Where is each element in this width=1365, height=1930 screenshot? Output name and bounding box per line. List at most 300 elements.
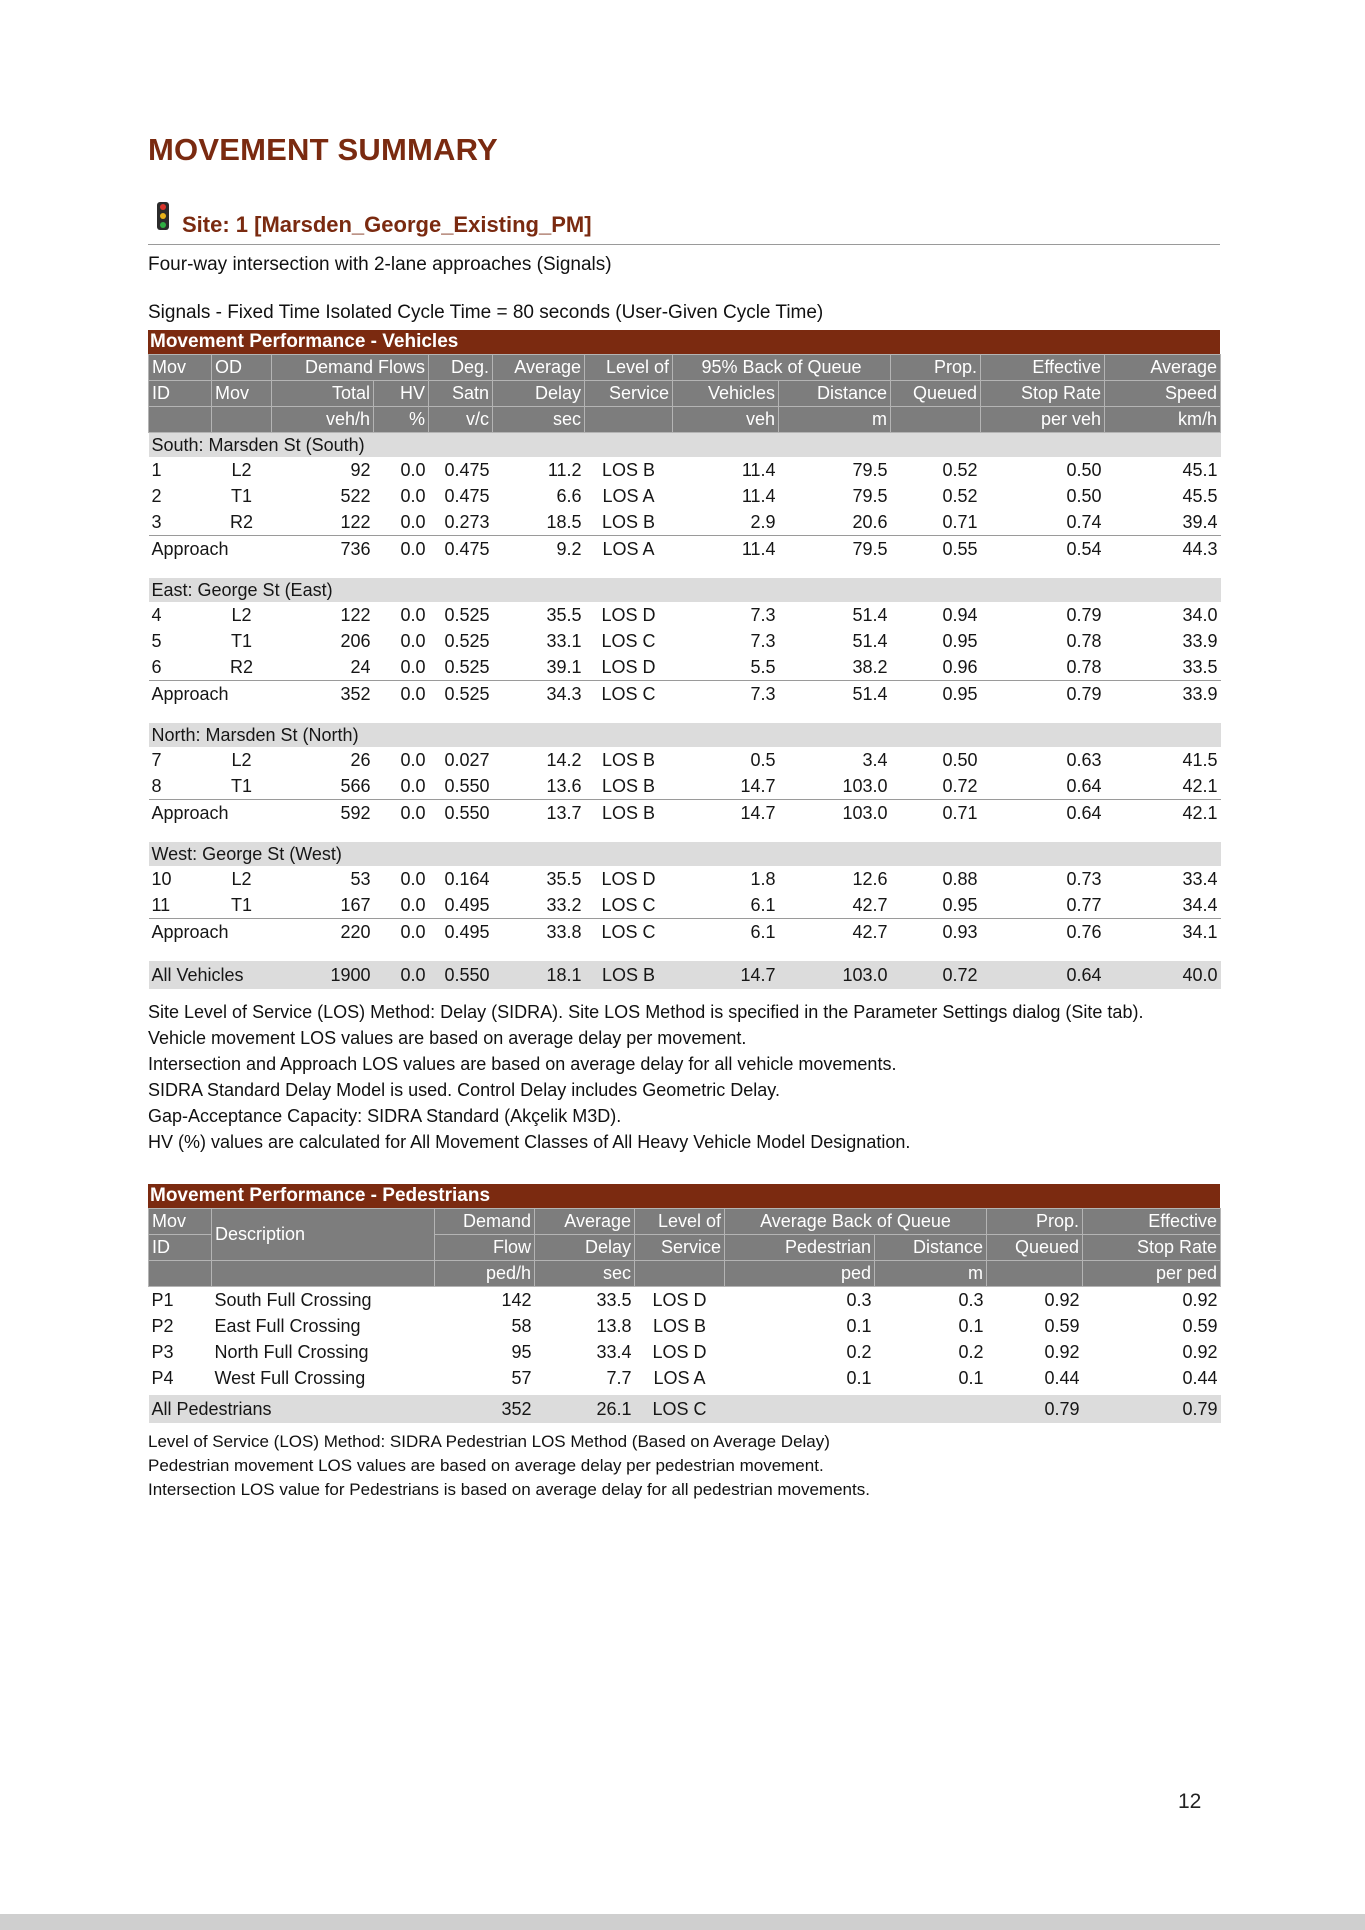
table-cell: 352 bbox=[272, 681, 374, 708]
table-cell: 79.5 bbox=[779, 536, 891, 563]
table-cell: 11.2 bbox=[547, 459, 582, 480]
table-cell: 142 bbox=[501, 1289, 532, 1310]
ped-col-demand: Demand bbox=[435, 1209, 535, 1235]
site-title: Site: 1 [Marsden_George_Existing_PM] bbox=[182, 212, 592, 237]
table-cell: 5.5 bbox=[750, 656, 776, 677]
table-cell: 0.475 bbox=[444, 485, 490, 506]
table-cell: 33.4 bbox=[1182, 868, 1218, 889]
table-cell: 0.72 bbox=[942, 775, 978, 796]
ped-col-effective: Effective bbox=[1083, 1209, 1221, 1235]
ped-col-description: Description bbox=[212, 1209, 435, 1261]
col-average-speed: Average bbox=[1105, 355, 1221, 381]
table-cell: 0.95 bbox=[891, 681, 981, 708]
table-cell: 0.63 bbox=[1066, 749, 1102, 770]
table-cell: 35.5 bbox=[546, 868, 582, 889]
approach-group-header bbox=[149, 723, 1221, 747]
table-cell: 20.6 bbox=[852, 511, 888, 532]
table-cell: 736 bbox=[272, 536, 374, 563]
unit-distance: m bbox=[779, 407, 891, 433]
table-cell: 7.3 bbox=[750, 630, 776, 651]
vehicle-notes bbox=[148, 1002, 1220, 1153]
table-cell: LOS B bbox=[585, 800, 673, 827]
table-cell: LOS D bbox=[601, 604, 656, 625]
approach-group-header bbox=[149, 578, 1221, 602]
ped-col-prop: Prop. bbox=[987, 1209, 1083, 1235]
all-pedestrians-row bbox=[149, 1395, 1221, 1423]
table-cell: 0.273 bbox=[444, 511, 490, 532]
table-cell: 0.0 bbox=[400, 459, 426, 480]
all-vehicles-row bbox=[149, 961, 1221, 989]
table-cell: 0.95 bbox=[942, 894, 978, 915]
table-cell: 6.6 bbox=[556, 485, 582, 506]
table-cell: 0.59 bbox=[1182, 1315, 1218, 1336]
table-cell: 35.5 bbox=[546, 604, 582, 625]
table-cell: 0.78 bbox=[1066, 630, 1102, 651]
table-cell: 0.71 bbox=[891, 800, 981, 827]
table-cell: 122 bbox=[340, 604, 371, 625]
table-cell: 24 bbox=[350, 656, 371, 677]
table-row bbox=[149, 509, 1221, 536]
table-cell: 0.525 bbox=[429, 681, 493, 708]
unit-hv: % bbox=[374, 407, 429, 433]
col-speed: Speed bbox=[1105, 381, 1221, 407]
table-cell: 33.9 bbox=[1182, 630, 1218, 651]
table-cell: 79.5 bbox=[852, 485, 888, 506]
table-cell: 33.2 bbox=[546, 894, 582, 915]
table-cell: 0.2 bbox=[846, 1341, 872, 1362]
table-cell: 0.79 bbox=[1066, 604, 1102, 625]
table-cell: 7.3 bbox=[750, 604, 776, 625]
pedestrian-note: Level of Service (LOS) Method: SIDRA Pedestrian LOS Method (Based on Average Delay) bbox=[148, 1432, 830, 1451]
pedestrians-table-title: Movement Performance - Pedestrians bbox=[148, 1184, 1220, 1208]
table-cell: 0.92 bbox=[1044, 1341, 1080, 1362]
table-cell: P1 bbox=[151, 1289, 174, 1310]
table-cell: 220 bbox=[272, 919, 374, 946]
table-cell: 0.3 bbox=[846, 1289, 872, 1310]
table-cell: 34.3 bbox=[493, 681, 585, 708]
table-cell: 13.7 bbox=[493, 800, 585, 827]
vehicle-note: Intersection and Approach LOS values are based on average delay for all vehicle movements. bbox=[148, 1054, 897, 1074]
col-hv: HV bbox=[374, 381, 429, 407]
table-cell: 1.8 bbox=[750, 868, 776, 889]
table-cell: 0.027 bbox=[444, 749, 490, 770]
table-cell: 0.2 bbox=[958, 1341, 984, 1362]
table-cell: 79.5 bbox=[852, 459, 888, 480]
table-cell: 11 bbox=[151, 894, 171, 915]
table-cell: 6.1 bbox=[673, 919, 779, 946]
table-cell: LOS B bbox=[585, 961, 673, 989]
table-cell: 592 bbox=[272, 800, 374, 827]
table-cell: 0.0 bbox=[400, 656, 426, 677]
table-cell: L2 bbox=[231, 868, 252, 889]
table-cell: 0.88 bbox=[942, 868, 978, 889]
table-cell: 522 bbox=[340, 485, 371, 506]
table-row bbox=[149, 866, 1221, 892]
table-cell: 53 bbox=[350, 868, 371, 889]
table-cell: 11.4 bbox=[673, 536, 779, 563]
table-cell: P4 bbox=[151, 1367, 174, 1388]
table-cell: 0.79 bbox=[981, 681, 1105, 708]
table-cell: All Pedestrians bbox=[149, 1395, 435, 1423]
table-cell: 0.0 bbox=[400, 604, 426, 625]
table-cell: LOS C bbox=[585, 919, 673, 946]
col-service: Service bbox=[585, 381, 673, 407]
table-cell: 0.55 bbox=[891, 536, 981, 563]
table-cell: 0.0 bbox=[374, 961, 429, 989]
table-cell: 0.64 bbox=[1066, 775, 1102, 796]
table-cell: P3 bbox=[151, 1341, 174, 1362]
table-cell: 0.550 bbox=[429, 961, 493, 989]
ped-col-stop-rate: Stop Rate bbox=[1083, 1235, 1221, 1261]
table-cell: 0.0 bbox=[400, 775, 426, 796]
table-cell: 0.92 bbox=[1044, 1289, 1080, 1310]
table-row bbox=[149, 1365, 1221, 1391]
table-cell: 34.4 bbox=[1182, 894, 1218, 915]
table-cell: LOS B bbox=[602, 459, 656, 480]
table-cell: 39.1 bbox=[546, 656, 582, 677]
table-cell: LOS B bbox=[602, 749, 656, 770]
table-cell: 45.5 bbox=[1182, 485, 1218, 506]
table-cell: 0.64 bbox=[981, 800, 1105, 827]
col-level-of: Level of bbox=[585, 355, 673, 381]
ped-col-service: Service bbox=[635, 1235, 725, 1261]
signals-line: Signals - Fixed Time Isolated Cycle Time = 80 seconds (User-Given Cycle Time) bbox=[148, 302, 824, 323]
approach-name: West: George St (West) bbox=[149, 842, 1221, 866]
table-cell: LOS C bbox=[635, 1395, 725, 1423]
col-mov: Mov bbox=[149, 355, 212, 381]
table-cell: LOS C bbox=[601, 630, 656, 651]
table-row bbox=[149, 602, 1221, 628]
table-cell: 0.495 bbox=[429, 919, 493, 946]
table-cell: 167 bbox=[340, 894, 371, 915]
table-row bbox=[149, 654, 1221, 681]
table-cell: 0.1 bbox=[846, 1367, 872, 1388]
table-cell: 41.5 bbox=[1182, 749, 1218, 770]
table-cell: 0.50 bbox=[942, 749, 978, 770]
vehicle-note: Vehicle movement LOS values are based on average delay per movement. bbox=[148, 1028, 747, 1048]
table-cell: 103.0 bbox=[779, 800, 891, 827]
table-cell bbox=[725, 1395, 875, 1423]
table-row bbox=[149, 1313, 1221, 1339]
site-description: Four-way intersection with 2-lane approaches (Signals) bbox=[148, 254, 612, 275]
table-cell: 3 bbox=[151, 511, 162, 532]
page-number: 12 bbox=[1178, 1790, 1202, 1813]
table-cell: 0.475 bbox=[444, 459, 490, 480]
table-cell: 0.525 bbox=[444, 656, 490, 677]
table-cell: 0.550 bbox=[429, 800, 493, 827]
table-cell: 13.8 bbox=[596, 1315, 632, 1336]
table-cell: 58 bbox=[511, 1315, 532, 1336]
approach-total-row bbox=[149, 800, 1221, 827]
table-cell: 206 bbox=[340, 630, 371, 651]
table-cell: 0.94 bbox=[942, 604, 978, 625]
ped-unit-delay: sec bbox=[535, 1261, 635, 1287]
table-cell: 352 bbox=[435, 1395, 535, 1423]
ped-col-level-of: Level of bbox=[635, 1209, 725, 1235]
table-cell: T1 bbox=[230, 630, 252, 651]
ped-unit-pedestrian: ped bbox=[725, 1261, 875, 1287]
col-id: ID bbox=[149, 381, 212, 407]
table-cell: 26 bbox=[350, 749, 371, 770]
vehicle-note: Site Level of Service (LOS) Method: Delay (SIDRA). Site LOS Method is specified in the Parameter Settings dialog (Site tab). bbox=[148, 1002, 1144, 1022]
table-row bbox=[149, 747, 1221, 773]
table-cell: 0.475 bbox=[429, 536, 493, 563]
table-cell: 0.92 bbox=[1182, 1341, 1218, 1362]
table-cell: 39.4 bbox=[1182, 511, 1218, 532]
col-deg: Deg. bbox=[429, 355, 493, 381]
table-cell: 0.5 bbox=[750, 749, 776, 770]
table-cell: L2 bbox=[231, 749, 252, 770]
table-cell: 0.78 bbox=[1066, 656, 1102, 677]
vehicle-note: SIDRA Standard Delay Model is used. Control Delay includes Geometric Delay. bbox=[148, 1080, 780, 1100]
table-cell: 0.0 bbox=[374, 919, 429, 946]
table-cell: 95 bbox=[511, 1341, 532, 1362]
table-row bbox=[149, 892, 1221, 919]
table-cell: 0.96 bbox=[942, 656, 978, 677]
table-cell: 1 bbox=[151, 459, 162, 480]
table-cell: 44.3 bbox=[1105, 536, 1221, 563]
table-cell: 9.2 bbox=[493, 536, 585, 563]
table-cell: 7.3 bbox=[673, 681, 779, 708]
table-cell: 0.164 bbox=[444, 868, 490, 889]
table-cell: 51.4 bbox=[779, 681, 891, 708]
table-cell: 6 bbox=[151, 656, 162, 677]
table-cell: 0.76 bbox=[981, 919, 1105, 946]
table-row bbox=[149, 1287, 1221, 1314]
table-cell: LOS B bbox=[602, 511, 656, 532]
table-cell: 0.93 bbox=[891, 919, 981, 946]
table-cell: 0.525 bbox=[444, 604, 490, 625]
table-cell: 14.7 bbox=[673, 961, 779, 989]
table-cell: 2.9 bbox=[750, 511, 776, 532]
table-cell: 103.0 bbox=[842, 775, 888, 796]
table-cell: 33.8 bbox=[493, 919, 585, 946]
col-queued: Queued bbox=[891, 381, 981, 407]
table-cell: 11.4 bbox=[741, 485, 776, 506]
table-cell: LOS D bbox=[601, 868, 656, 889]
table-cell: 0.73 bbox=[1066, 868, 1102, 889]
table-cell: LOS B bbox=[652, 1315, 707, 1336]
table-cell: 0.0 bbox=[400, 749, 426, 770]
table-cell: 14.7 bbox=[740, 775, 776, 796]
table-cell: 0.0 bbox=[400, 868, 426, 889]
table-cell: 0.64 bbox=[981, 961, 1105, 989]
table-cell: 42.7 bbox=[852, 894, 888, 915]
table-cell: 8 bbox=[151, 775, 162, 796]
table-cell: 57 bbox=[511, 1367, 532, 1388]
table-cell: 0.3 bbox=[958, 1289, 984, 1310]
table-row bbox=[149, 1339, 1221, 1365]
approach-group-header bbox=[149, 842, 1221, 866]
table-cell: North Full Crossing bbox=[214, 1341, 369, 1362]
table-cell: LOS D bbox=[652, 1341, 707, 1362]
table-cell: LOS A bbox=[602, 485, 655, 506]
table-cell: 40.0 bbox=[1105, 961, 1221, 989]
unit-delay: sec bbox=[493, 407, 585, 433]
table-cell: 0.71 bbox=[942, 511, 978, 532]
approach-name: North: Marsden St (North) bbox=[149, 723, 1221, 747]
table-cell: 34.0 bbox=[1182, 604, 1218, 625]
table-cell: South Full Crossing bbox=[214, 1289, 372, 1310]
table-cell: 45.1 bbox=[1182, 459, 1218, 480]
table-cell: 0.1 bbox=[958, 1315, 984, 1336]
table-cell: 5 bbox=[151, 630, 162, 651]
table-cell: 0.77 bbox=[1066, 894, 1102, 915]
ped-col-queued: Queued bbox=[987, 1235, 1083, 1261]
table-cell: T1 bbox=[230, 894, 252, 915]
col-stop-rate: Stop Rate bbox=[981, 381, 1105, 407]
unit-stop-rate: per veh bbox=[981, 407, 1105, 433]
table-cell: Approach bbox=[149, 800, 272, 827]
table-cell: Approach bbox=[149, 681, 272, 708]
table-cell: 0.52 bbox=[942, 485, 978, 506]
table-cell: 0.59 bbox=[1044, 1315, 1080, 1336]
approach-name: East: George St (East) bbox=[149, 578, 1221, 602]
table-cell: 0.50 bbox=[1066, 459, 1102, 480]
table-cell: 0.54 bbox=[981, 536, 1105, 563]
vehicles-table bbox=[148, 354, 1221, 989]
table-cell: 0.92 bbox=[1182, 1289, 1218, 1310]
ped-col-mov: Mov bbox=[149, 1209, 212, 1235]
col-vehicles: Vehicles bbox=[673, 381, 779, 407]
ped-col-id: ID bbox=[149, 1235, 212, 1261]
table-cell: 51.4 bbox=[852, 604, 888, 625]
table-cell: 0.525 bbox=[444, 630, 490, 651]
table-cell: T1 bbox=[230, 485, 252, 506]
table-cell: 4 bbox=[151, 604, 162, 625]
table-cell: 0.95 bbox=[942, 630, 978, 651]
col-distance: Distance bbox=[779, 381, 891, 407]
table-cell: 1900 bbox=[272, 961, 374, 989]
table-cell: 11.4 bbox=[741, 459, 776, 480]
table-cell: 0.44 bbox=[1044, 1367, 1080, 1388]
table-cell: LOS D bbox=[652, 1289, 707, 1310]
vehicle-note: HV (%) values are calculated for All Movement Classes of All Heavy Vehicle Model Designation. bbox=[148, 1132, 911, 1152]
table-cell: 13.6 bbox=[546, 775, 582, 796]
table-cell: 0.0 bbox=[374, 681, 429, 708]
col-satn: Satn bbox=[429, 381, 493, 407]
pedestrian-note: Pedestrian movement LOS values are based on average delay per pedestrian movement. bbox=[148, 1456, 824, 1475]
table-cell: 6.1 bbox=[750, 894, 776, 915]
table-cell: 14.2 bbox=[546, 749, 582, 770]
table-cell: L2 bbox=[231, 604, 252, 625]
col-total: Total bbox=[272, 381, 374, 407]
pedestrian-notes bbox=[148, 1432, 1220, 1500]
approach-total-row bbox=[149, 919, 1221, 946]
table-cell: 12.6 bbox=[852, 868, 888, 889]
ped-unit-flow: ped/h bbox=[435, 1261, 535, 1287]
traffic-light-icon bbox=[157, 202, 169, 230]
table-cell: 122 bbox=[340, 511, 371, 532]
table-cell: 3.4 bbox=[862, 749, 888, 770]
table-cell: 0.550 bbox=[444, 775, 490, 796]
table-cell: 42.7 bbox=[779, 919, 891, 946]
ped-col-distance: Distance bbox=[875, 1235, 987, 1261]
unit-total: veh/h bbox=[272, 407, 374, 433]
table-cell: 42.1 bbox=[1182, 775, 1218, 796]
table-cell: 103.0 bbox=[779, 961, 891, 989]
table-cell: 92 bbox=[350, 459, 371, 480]
ped-col-back-of-queue: Average Back of Queue bbox=[725, 1209, 987, 1235]
table-cell: 51.4 bbox=[852, 630, 888, 651]
table-cell: R2 bbox=[229, 511, 253, 532]
table-cell: 0.0 bbox=[400, 894, 426, 915]
col-delay: Delay bbox=[493, 381, 585, 407]
table-cell: LOS A bbox=[653, 1367, 706, 1388]
unit-speed: km/h bbox=[1105, 407, 1221, 433]
table-cell: 0.1 bbox=[958, 1367, 984, 1388]
table-cell: LOS C bbox=[601, 894, 656, 915]
col-average: Average bbox=[493, 355, 585, 381]
table-row bbox=[149, 457, 1221, 483]
table-cell: Approach bbox=[149, 919, 272, 946]
table-cell: P2 bbox=[151, 1315, 174, 1336]
table-cell: LOS B bbox=[602, 775, 656, 796]
ped-col-pedestrian: Pedestrian bbox=[725, 1235, 875, 1261]
ped-unit-distance: m bbox=[875, 1261, 987, 1287]
approach-group-header bbox=[149, 433, 1221, 458]
table-cell: 0.0 bbox=[374, 536, 429, 563]
table-cell: 0.0 bbox=[400, 485, 426, 506]
table-cell: 7.7 bbox=[606, 1367, 632, 1388]
table-cell: 10 bbox=[151, 868, 172, 889]
table-cell: 42.1 bbox=[1105, 800, 1221, 827]
table-cell: LOS A bbox=[585, 536, 673, 563]
table-cell: 0.0 bbox=[374, 800, 429, 827]
table-cell: 0.1 bbox=[846, 1315, 872, 1336]
table-row bbox=[149, 773, 1221, 800]
table-cell: All Vehicles bbox=[149, 961, 272, 989]
table-cell: R2 bbox=[229, 656, 253, 677]
table-cell: 0.79 bbox=[987, 1395, 1083, 1423]
ped-unit-stop-rate: per ped bbox=[1083, 1261, 1221, 1287]
pedestrian-note: Intersection LOS value for Pedestrians is based on average delay for all pedestrian movements. bbox=[148, 1480, 870, 1499]
col-prop: Prop. bbox=[891, 355, 981, 381]
approach-total-row bbox=[149, 536, 1221, 563]
table-cell: 0.52 bbox=[942, 459, 978, 480]
table-cell: 38.2 bbox=[852, 656, 888, 677]
approach-total-row bbox=[149, 681, 1221, 708]
table-cell: 0.72 bbox=[891, 961, 981, 989]
col-od-mov: Mov bbox=[212, 381, 272, 407]
table-cell: 0.0 bbox=[400, 630, 426, 651]
table-cell: LOS D bbox=[601, 656, 656, 677]
table-cell: 26.1 bbox=[535, 1395, 635, 1423]
col-demand-flows: Demand Flows bbox=[272, 355, 429, 381]
col-od: OD bbox=[212, 355, 272, 381]
table-cell: 33.4 bbox=[596, 1341, 632, 1362]
table-cell: 0.79 bbox=[1083, 1395, 1221, 1423]
table-cell: LOS C bbox=[585, 681, 673, 708]
ped-col-average: Average bbox=[535, 1209, 635, 1235]
col-back-of-queue: 95% Back of Queue bbox=[673, 355, 891, 381]
table-cell bbox=[875, 1395, 987, 1423]
table-cell: 0.44 bbox=[1182, 1367, 1218, 1388]
table-cell: Approach bbox=[149, 536, 272, 563]
table-cell: 0.74 bbox=[1066, 511, 1102, 532]
table-cell: West Full Crossing bbox=[214, 1367, 366, 1388]
ped-col-delay: Delay bbox=[535, 1235, 635, 1261]
table-cell: T1 bbox=[230, 775, 252, 796]
site-header bbox=[148, 200, 1220, 245]
table-cell: 33.5 bbox=[596, 1289, 632, 1310]
unit-vehicles: veh bbox=[673, 407, 779, 433]
approach-name: South: Marsden St (South) bbox=[149, 433, 1221, 458]
table-cell: 0.495 bbox=[444, 894, 490, 915]
col-effective: Effective bbox=[981, 355, 1105, 381]
table-cell: 566 bbox=[340, 775, 371, 796]
page-title: MOVEMENT SUMMARY bbox=[148, 132, 498, 167]
